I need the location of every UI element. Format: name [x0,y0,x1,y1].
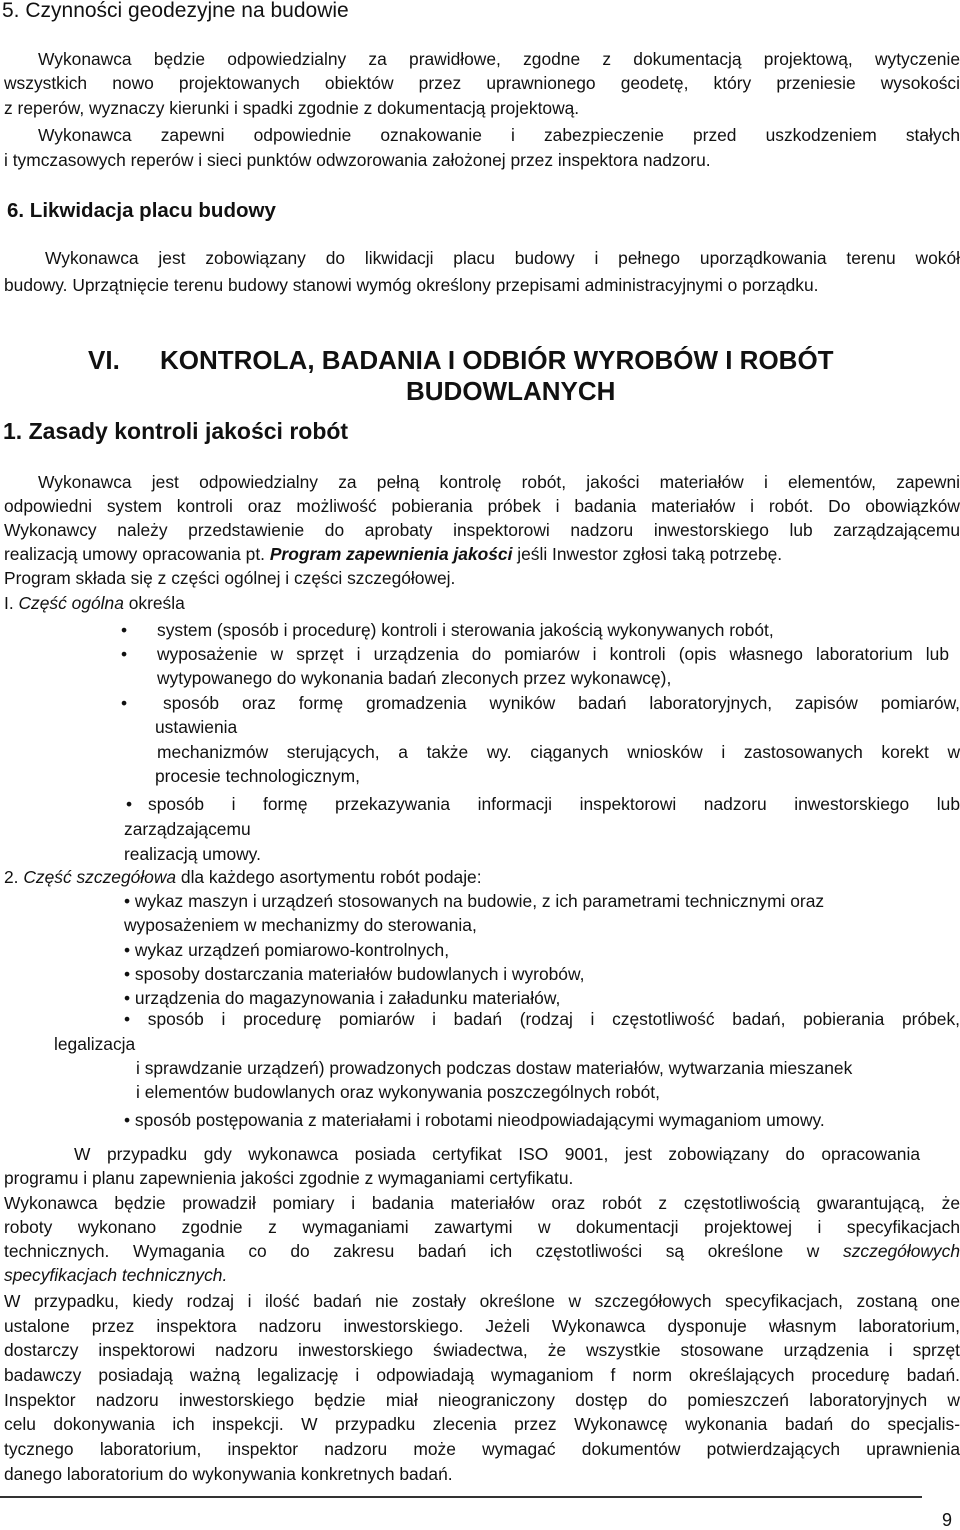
s5-p2-line2: i tymczasowych reperów i sieci punktów odwzorowania założonej przez inspektora nadzoru. [4,150,711,170]
p4-line6: celu dokonywania ich inspekcji. W przypadku zlecenia przez Wykonawcę wykonania badań do specjalis- [4,1414,960,1434]
list1-item3-line4: procesie technologicznym, [155,766,360,786]
s1-p1-line3: Wykonawcy należy przedstawienie do aprobaty inspektorowi nadzoru inwestorskiego lub zarządzającemu [4,520,960,540]
list1-item1: system (sposób i procedurę) kontroli i sterowania jakością wykonywanych robót, [157,620,774,640]
bullet-dot: • [121,644,128,664]
s5-p1-line2: wszystkich nowo projektowanych obiektów przez uprawnionego geodetę, który przeniesie wysokości [4,73,960,93]
s5-p2-line1: Wykonawca zapewni odpowiednie oznakowanie i zabezpieczenie przed uszkodzeniem stałych [38,125,960,145]
list1-item3-line1: sposób oraz formę gromadzenia wyników badań laboratoryjnych, zapisów pomiarów, [163,693,960,713]
s1-p1-line4 [4,543,782,565]
section-5-heading: 5. Czynności geodezyjne na budowie [2,0,349,22]
list2-item4: • urządzenia do magazynowania i załadunku materiałów, [124,988,561,1008]
list2-item5-line4: i elementów budowlanych oraz wykonywania poszczególnych robót, [136,1082,660,1102]
list1-item4-line3: realizacją umowy. [124,844,261,864]
list1-item4-line1: sposób i formę przekazywania informacji inspektorowi nadzoru inwestorskiego lub [148,794,960,814]
p4-line7: tycznego laboratorium, inspektor nadzoru może wymagać dokumentów potwierdzających uprawnienia [4,1439,960,1459]
section-6-heading: 6. Likwidacja placu budowy [7,199,276,222]
list2-item5-line3: i sprawdzanie urządzeń) prowadzonych podczas dostaw materiałów, wytwarzania mieszanek [136,1058,853,1078]
part2-text: dla każdego asortymentu robót podaje: [176,867,482,887]
s6-p-line2: budowy. Uprzątnięcie terenu budowy stanowi wymóg określony przepisami administracyjnymi o porządku. [4,275,819,295]
footer-rule [0,1496,922,1498]
part1-number: I. [4,593,19,613]
list2-item5-line2: legalizacja [54,1034,136,1054]
part2-title: Część szczegółowa [23,867,177,887]
p4-line3: dostarczy inspektorowi nadzoru inwestorskiego świadectwa, że wszystkie stosowane urządzenia i sprzęt [4,1340,960,1360]
s1-p1-line4-text-a: realizacją umowy opracowania pt. [4,544,270,564]
s5-p1-line1: Wykonawca będzie odpowiedzialny za prawidłowe, zgodne z dokumentacją projektową, wytyczenie [38,49,960,69]
bullet-dot: • [121,693,128,713]
part1-heading [4,592,185,614]
p4-line5: Inspektor nadzoru inwestorskiego będzie miał nieograniczony dostęp do pomieszczeń laboratoryjnych w [4,1390,960,1410]
s1-p1-line2: odpowiedni system kontroli oraz możliwość pobierania próbek i badania materiałów i robót. Do obowiązków [4,496,960,516]
p3-line3-italic: szczegółowych [843,1241,960,1261]
iso-line1: W przypadku gdy wykonawca posiada certyfikat ISO 9001, jest zobowiązany do opracowania [74,1144,920,1164]
s5-p1-line3: z reperów, wyznaczy kierunki i spadki zgodnie z dokumentacją projektową. [4,98,580,118]
part1-title: Część ogólna [18,593,124,613]
p4-line1: W przypadku, kiedy rodzaj i ilość badań nie zostały określone w szczegółowych specyfikacjach, zostaną one [4,1291,960,1311]
list1-item3-line3: mechanizmów sterujących, a także wy. ciąganych wniosków i zastosowanych korekt w [157,742,960,762]
bullet-dot: • [126,794,133,814]
list1-item4-line2: zarządzającemu [124,819,251,839]
list2-item1-line1: • wykaz maszyn i urządzeń stosowanych na budowie, z ich parametrami technicznymi oraz [124,891,825,911]
p4-line2: ustalone przez inspektora nadzoru inwestorskiego. Jeżeli Wykonawca dysponuje własnym laboratorium, [4,1316,960,1336]
p4-line8: danego laboratorium do wykonywania konkretnych badań. [4,1464,453,1484]
chapter-vi-title-line2: BUDOWLANYCH [406,376,616,406]
iso-line2: programu i planu zapewnienia jakości zgodnie z wymaganiami certyfikatu. [4,1168,574,1188]
p3-line2: roboty wykonano zgodnie z wymaganiami zawartymi w dokumentacji projektowej i specyfikacjach [4,1217,960,1237]
chapter-vi-title-line1: KONTROLA, BADANIA I ODBIÓR WYROBÓW I ROBÓT [160,345,834,375]
p3-line3-text: technicznych. Wymagania co do zakresu badań ich częstotliwości są określone w [4,1241,844,1261]
s1-p1-line5: Program składa się z części ogólnej i części szczegółowej. [4,568,456,588]
s1-p1-line4-text-c: jeśli Inwestor zgłosi taką potrzebę. [512,544,783,564]
page-number: 9 [942,1510,953,1530]
list2-item5-line1: • sposób i procedurę pomiarów i badań (rodzaj i częstotliwość badań, pobierania próbek, [124,1009,960,1029]
list2-item3: • sposoby dostarczania materiałów budowlanych i wyrobów, [124,964,585,984]
list1-item2-line2: wytypowanego do wykonania badań zleconych przez wykonawcę), [157,668,672,688]
chapter-vi-number: VI. [88,345,120,375]
list2-item1-line2: wyposażeniem w mechanizmy do sterowania, [124,915,477,935]
section-1-heading: 1. Zasady kontroli jakości robót [3,418,349,444]
list1-item2-line1: wyposażenie w sprzęt i urządzenia do pomiarów i kontroli (opis własnego laboratorium lub [157,644,949,664]
p3-line3 [4,1240,960,1262]
p3-line4: specyfikacjach technicznych. [4,1265,228,1285]
s1-p1-line1: Wykonawca jest odpowiedzialny za pełną kontrolę robót, jakości materiałów i elementów, zapewni [38,472,960,492]
list2-item6: • sposób postępowania z materiałami i robotami nieodpowiadającymi wymaganiom umowy. [124,1110,825,1130]
p3-line1: Wykonawca będzie prowadził pomiary i badania materiałów oraz robót z częstotliwością gwarantującą, że [4,1193,960,1213]
s6-p-line1: Wykonawca jest zobowiązany do likwidacji placu budowy i pełnego uporządkowania terenu wokół [45,248,960,268]
p4-line4: badawczy posiadają ważną legalizację i odpowiadają wymaganiom f norm określających procedurę badań. [4,1365,960,1385]
part2-number: 2. [4,867,24,887]
list2-item2: • wykaz urządzeń pomiarowo-kontrolnych, [124,940,450,960]
list1-item3-line2: ustawienia [155,717,238,737]
program-title: Program zapewnienia jakości [269,544,513,564]
part2-heading [4,866,482,888]
part1-text: określa [123,593,185,613]
bullet-dot: • [121,620,128,640]
